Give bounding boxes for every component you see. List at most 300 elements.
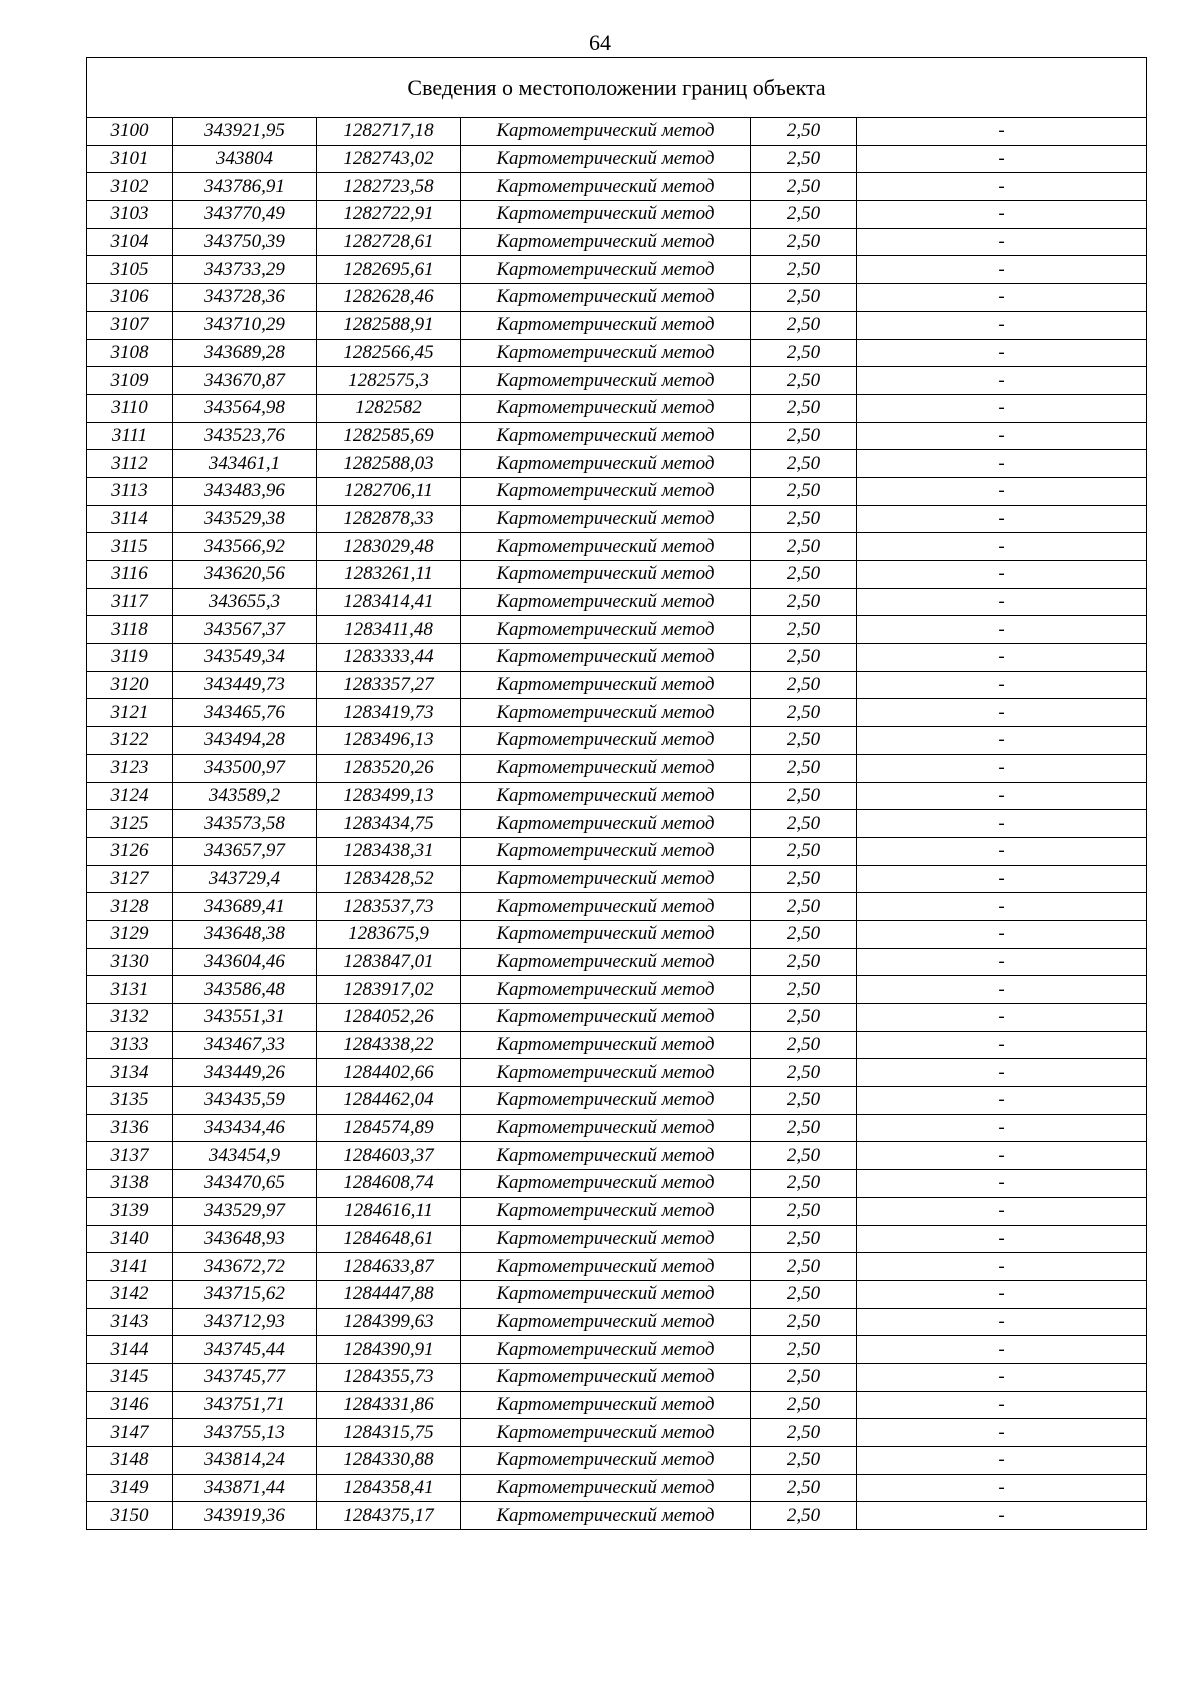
table-row [87,865,1147,893]
accuracy-cell: 2,50 [751,1225,857,1253]
table-title: Сведения о местоположении границ объекта [87,58,1147,118]
y-coordinate-cell: 1283520,26 [317,754,461,782]
accuracy-cell: 2,50 [751,1308,857,1336]
table-row [87,422,1147,450]
table-row [87,616,1147,644]
point-number-cell: 3113 [87,477,173,505]
method-cell: Картометрический метод [461,173,751,201]
method-cell: Картометрический метод [461,671,751,699]
y-coordinate-cell: 1282717,18 [317,118,461,146]
accuracy-cell: 2,50 [751,339,857,367]
x-coordinate-cell: 343551,31 [173,1004,317,1032]
method-cell: Картометрический метод [461,505,751,533]
table-row [87,1474,1147,1502]
description-cell: - [857,561,1147,589]
accuracy-cell: 2,50 [751,1363,857,1391]
point-number-cell: 3103 [87,201,173,229]
table-row [87,533,1147,561]
point-number-cell: 3132 [87,1004,173,1032]
table-row [87,893,1147,921]
x-coordinate-cell: 343573,58 [173,810,317,838]
point-number-cell: 3134 [87,1059,173,1087]
description-cell: - [857,311,1147,339]
point-number-cell: 3108 [87,339,173,367]
table-row [87,671,1147,699]
method-cell: Картометрический метод [461,1280,751,1308]
accuracy-cell: 2,50 [751,976,857,1004]
method-cell: Картометрический метод [461,976,751,1004]
y-coordinate-cell: 1283419,73 [317,699,461,727]
y-coordinate-cell: 1282575,3 [317,367,461,395]
y-coordinate-cell: 1284355,73 [317,1363,461,1391]
description-cell: - [857,477,1147,505]
y-coordinate-cell: 1284330,88 [317,1447,461,1475]
description-cell: - [857,422,1147,450]
method-cell: Картометрический метод [461,1059,751,1087]
y-coordinate-cell: 1283499,13 [317,782,461,810]
point-number-cell: 3112 [87,450,173,478]
point-number-cell: 3150 [87,1502,173,1530]
description-cell: - [857,228,1147,256]
method-cell: Картометрический метод [461,228,751,256]
y-coordinate-cell: 1284633,87 [317,1253,461,1281]
x-coordinate-cell: 343710,29 [173,311,317,339]
x-coordinate-cell: 343921,95 [173,118,317,146]
point-number-cell: 3149 [87,1474,173,1502]
method-cell: Картометрический метод [461,561,751,589]
y-coordinate-cell: 1283411,48 [317,616,461,644]
description-cell: - [857,976,1147,1004]
method-cell: Картометрический метод [461,1308,751,1336]
method-cell: Картометрический метод [461,865,751,893]
description-cell: - [857,533,1147,561]
method-cell: Картометрический метод [461,367,751,395]
accuracy-cell: 2,50 [751,1059,857,1087]
description-cell: - [857,920,1147,948]
accuracy-cell: 2,50 [751,948,857,976]
accuracy-cell: 2,50 [751,1142,857,1170]
point-number-cell: 3106 [87,284,173,312]
table-row [87,394,1147,422]
point-number-cell: 3138 [87,1170,173,1198]
x-coordinate-cell: 343465,76 [173,699,317,727]
point-number-cell: 3117 [87,588,173,616]
y-coordinate-cell: 1282566,45 [317,339,461,367]
point-number-cell: 3104 [87,228,173,256]
description-cell: - [857,1114,1147,1142]
method-cell: Картометрический метод [461,616,751,644]
point-number-cell: 3141 [87,1253,173,1281]
y-coordinate-cell: 1282878,33 [317,505,461,533]
table-row [87,450,1147,478]
point-number-cell: 3142 [87,1280,173,1308]
method-cell: Картометрический метод [461,477,751,505]
y-coordinate-cell: 1283675,9 [317,920,461,948]
point-number-cell: 3111 [87,422,173,450]
x-coordinate-cell: 343729,4 [173,865,317,893]
point-number-cell: 3100 [87,118,173,146]
table-row [87,1253,1147,1281]
y-coordinate-cell: 1284338,22 [317,1031,461,1059]
method-cell: Картометрический метод [461,1197,751,1225]
description-cell: - [857,201,1147,229]
accuracy-cell: 2,50 [751,1004,857,1032]
table-row [87,1087,1147,1115]
method-cell: Картометрический метод [461,1142,751,1170]
page-number: 64 [589,30,611,55]
method-cell: Картометрический метод [461,754,751,782]
x-coordinate-cell: 343657,97 [173,837,317,865]
y-coordinate-cell: 1282743,02 [317,145,461,173]
point-number-cell: 3105 [87,256,173,284]
table-row [87,228,1147,256]
method-cell: Картометрический метод [461,810,751,838]
accuracy-cell: 2,50 [751,644,857,672]
x-coordinate-cell: 343804 [173,145,317,173]
x-coordinate-cell: 343435,59 [173,1087,317,1115]
x-coordinate-cell: 343494,28 [173,727,317,755]
accuracy-cell: 2,50 [751,1253,857,1281]
y-coordinate-cell: 1284358,41 [317,1474,461,1502]
y-coordinate-cell: 1284616,11 [317,1197,461,1225]
x-coordinate-cell: 343648,38 [173,920,317,948]
description-cell: - [857,145,1147,173]
accuracy-cell: 2,50 [751,118,857,146]
x-coordinate-cell: 343770,49 [173,201,317,229]
accuracy-cell: 2,50 [751,477,857,505]
table-row [87,810,1147,838]
x-coordinate-cell: 343745,77 [173,1363,317,1391]
y-coordinate-cell: 1284375,17 [317,1502,461,1530]
method-cell: Картометрический метод [461,1336,751,1364]
accuracy-cell: 2,50 [751,1474,857,1502]
table-row [87,1447,1147,1475]
point-number-cell: 3122 [87,727,173,755]
y-coordinate-cell: 1284402,66 [317,1059,461,1087]
x-coordinate-cell: 343449,26 [173,1059,317,1087]
description-cell: - [857,588,1147,616]
point-number-cell: 3101 [87,145,173,173]
accuracy-cell: 2,50 [751,1391,857,1419]
description-cell: - [857,1253,1147,1281]
x-coordinate-cell: 343786,91 [173,173,317,201]
y-coordinate-cell: 1283917,02 [317,976,461,1004]
x-coordinate-cell: 343750,39 [173,228,317,256]
x-coordinate-cell: 343523,76 [173,422,317,450]
y-coordinate-cell: 1282706,11 [317,477,461,505]
method-cell: Картометрический метод [461,1114,751,1142]
accuracy-cell: 2,50 [751,1114,857,1142]
accuracy-cell: 2,50 [751,311,857,339]
x-coordinate-cell: 343620,56 [173,561,317,589]
table-row [87,561,1147,589]
y-coordinate-cell: 1283428,52 [317,865,461,893]
point-number-cell: 3133 [87,1031,173,1059]
table-row [87,782,1147,810]
y-coordinate-cell: 1283434,75 [317,810,461,838]
table-row [87,920,1147,948]
description-cell: - [857,1170,1147,1198]
x-coordinate-cell: 343919,36 [173,1502,317,1530]
point-number-cell: 3129 [87,920,173,948]
method-cell: Картометрический метод [461,1419,751,1447]
table-title-row [87,58,1147,118]
x-coordinate-cell: 343745,44 [173,1336,317,1364]
point-number-cell: 3148 [87,1447,173,1475]
y-coordinate-cell: 1282728,61 [317,228,461,256]
x-coordinate-cell: 343689,41 [173,893,317,921]
table-row [87,1142,1147,1170]
description-cell: - [857,450,1147,478]
method-cell: Картометрический метод [461,1391,751,1419]
table-row [87,727,1147,755]
description-cell: - [857,1308,1147,1336]
method-cell: Картометрический метод [461,1170,751,1198]
table-row [87,505,1147,533]
table-row [87,1059,1147,1087]
accuracy-cell: 2,50 [751,699,857,727]
description-cell: - [857,699,1147,727]
point-number-cell: 3128 [87,893,173,921]
method-cell: Картометрический метод [461,256,751,284]
method-cell: Картометрический метод [461,1087,751,1115]
accuracy-cell: 2,50 [751,394,857,422]
x-coordinate-cell: 343672,72 [173,1253,317,1281]
boundary-coordinates-table [86,57,1147,1530]
x-coordinate-cell: 343728,36 [173,284,317,312]
y-coordinate-cell: 1282582 [317,394,461,422]
description-cell: - [857,505,1147,533]
accuracy-cell: 2,50 [751,1280,857,1308]
y-coordinate-cell: 1284648,61 [317,1225,461,1253]
method-cell: Картометрический метод [461,1363,751,1391]
y-coordinate-cell: 1282628,46 [317,284,461,312]
x-coordinate-cell: 343567,37 [173,616,317,644]
y-coordinate-cell: 1284331,86 [317,1391,461,1419]
x-coordinate-cell: 343871,44 [173,1474,317,1502]
x-coordinate-cell: 343712,93 [173,1308,317,1336]
y-coordinate-cell: 1284390,91 [317,1336,461,1364]
x-coordinate-cell: 343715,62 [173,1280,317,1308]
table-row [87,173,1147,201]
x-coordinate-cell: 343467,33 [173,1031,317,1059]
point-number-cell: 3131 [87,976,173,1004]
point-number-cell: 3146 [87,1391,173,1419]
accuracy-cell: 2,50 [751,754,857,782]
description-cell: - [857,782,1147,810]
accuracy-cell: 2,50 [751,422,857,450]
table-row [87,1197,1147,1225]
point-number-cell: 3109 [87,367,173,395]
x-coordinate-cell: 343483,96 [173,477,317,505]
table-row [87,1170,1147,1198]
accuracy-cell: 2,50 [751,228,857,256]
method-cell: Картометрический метод [461,837,751,865]
description-cell: - [857,1474,1147,1502]
method-cell: Картометрический метод [461,339,751,367]
x-coordinate-cell: 343689,28 [173,339,317,367]
y-coordinate-cell: 1283496,13 [317,727,461,755]
table-row [87,311,1147,339]
description-cell: - [857,1225,1147,1253]
y-coordinate-cell: 1284603,37 [317,1142,461,1170]
x-coordinate-cell: 343604,46 [173,948,317,976]
point-number-cell: 3145 [87,1363,173,1391]
method-cell: Картометрический метод [461,422,751,450]
description-cell: - [857,367,1147,395]
point-number-cell: 3119 [87,644,173,672]
accuracy-cell: 2,50 [751,533,857,561]
point-number-cell: 3137 [87,1142,173,1170]
description-cell: - [857,256,1147,284]
y-coordinate-cell: 1283261,11 [317,561,461,589]
table-row [87,1004,1147,1032]
point-number-cell: 3144 [87,1336,173,1364]
description-cell: - [857,1059,1147,1087]
y-coordinate-cell: 1284462,04 [317,1087,461,1115]
y-coordinate-cell: 1284447,88 [317,1280,461,1308]
table-row [87,1502,1147,1530]
x-coordinate-cell: 343655,3 [173,588,317,616]
x-coordinate-cell: 343566,92 [173,533,317,561]
accuracy-cell: 2,50 [751,1170,857,1198]
x-coordinate-cell: 343586,48 [173,976,317,1004]
description-cell: - [857,948,1147,976]
method-cell: Картометрический метод [461,1253,751,1281]
description-cell: - [857,173,1147,201]
x-coordinate-cell: 343461,1 [173,450,317,478]
point-number-cell: 3118 [87,616,173,644]
x-coordinate-cell: 343500,97 [173,754,317,782]
point-number-cell: 3116 [87,561,173,589]
accuracy-cell: 2,50 [751,145,857,173]
table-row [87,256,1147,284]
accuracy-cell: 2,50 [751,837,857,865]
point-number-cell: 3143 [87,1308,173,1336]
y-coordinate-cell: 1284574,89 [317,1114,461,1142]
description-cell: - [857,1280,1147,1308]
accuracy-cell: 2,50 [751,782,857,810]
point-number-cell: 3115 [87,533,173,561]
method-cell: Картометрический метод [461,1474,751,1502]
point-number-cell: 3120 [87,671,173,699]
table-row [87,837,1147,865]
x-coordinate-cell: 343529,38 [173,505,317,533]
method-cell: Картометрический метод [461,1447,751,1475]
accuracy-cell: 2,50 [751,450,857,478]
accuracy-cell: 2,50 [751,1447,857,1475]
x-coordinate-cell: 343454,9 [173,1142,317,1170]
description-cell: - [857,1391,1147,1419]
table-row [87,1391,1147,1419]
method-cell: Картометрический метод [461,311,751,339]
point-number-cell: 3130 [87,948,173,976]
x-coordinate-cell: 343529,97 [173,1197,317,1225]
y-coordinate-cell: 1284399,63 [317,1308,461,1336]
table-row [87,339,1147,367]
x-coordinate-cell: 343564,98 [173,394,317,422]
point-number-cell: 3127 [87,865,173,893]
y-coordinate-cell: 1282722,91 [317,201,461,229]
accuracy-cell: 2,50 [751,588,857,616]
method-cell: Картометрический метод [461,920,751,948]
description-cell: - [857,754,1147,782]
y-coordinate-cell: 1282723,58 [317,173,461,201]
description-cell: - [857,727,1147,755]
x-coordinate-cell: 343733,29 [173,256,317,284]
method-cell: Картометрический метод [461,1502,751,1530]
accuracy-cell: 2,50 [751,893,857,921]
accuracy-cell: 2,50 [751,865,857,893]
point-number-cell: 3136 [87,1114,173,1142]
accuracy-cell: 2,50 [751,616,857,644]
table-row [87,1114,1147,1142]
x-coordinate-cell: 343648,93 [173,1225,317,1253]
description-cell: - [857,1336,1147,1364]
y-coordinate-cell: 1283438,31 [317,837,461,865]
y-coordinate-cell: 1283029,48 [317,533,461,561]
method-cell: Картометрический метод [461,782,751,810]
table-body [87,118,1147,1530]
description-cell: - [857,893,1147,921]
table-row [87,145,1147,173]
description-cell: - [857,1447,1147,1475]
accuracy-cell: 2,50 [751,1087,857,1115]
table-row [87,367,1147,395]
x-coordinate-cell: 343549,34 [173,644,317,672]
method-cell: Картометрический метод [461,533,751,561]
point-number-cell: 3107 [87,311,173,339]
table-row [87,1280,1147,1308]
accuracy-cell: 2,50 [751,284,857,312]
description-cell: - [857,339,1147,367]
description-cell: - [857,1197,1147,1225]
accuracy-cell: 2,50 [751,727,857,755]
description-cell: - [857,1004,1147,1032]
method-cell: Картометрический метод [461,394,751,422]
method-cell: Картометрический метод [461,699,751,727]
point-number-cell: 3124 [87,782,173,810]
description-cell: - [857,1031,1147,1059]
y-coordinate-cell: 1283537,73 [317,893,461,921]
x-coordinate-cell: 343449,73 [173,671,317,699]
description-cell: - [857,1142,1147,1170]
y-coordinate-cell: 1282585,69 [317,422,461,450]
description-cell: - [857,284,1147,312]
method-cell: Картометрический метод [461,588,751,616]
accuracy-cell: 2,50 [751,1502,857,1530]
table-row [87,1225,1147,1253]
accuracy-cell: 2,50 [751,201,857,229]
accuracy-cell: 2,50 [751,1336,857,1364]
accuracy-cell: 2,50 [751,173,857,201]
description-cell: - [857,1419,1147,1447]
description-cell: - [857,810,1147,838]
description-cell: - [857,394,1147,422]
x-coordinate-cell: 343755,13 [173,1419,317,1447]
table-row [87,976,1147,1004]
table-row [87,754,1147,782]
accuracy-cell: 2,50 [751,1031,857,1059]
y-coordinate-cell: 1283847,01 [317,948,461,976]
accuracy-cell: 2,50 [751,256,857,284]
method-cell: Картометрический метод [461,1004,751,1032]
table-row [87,1031,1147,1059]
method-cell: Картометрический метод [461,118,751,146]
method-cell: Картометрический метод [461,727,751,755]
method-cell: Картометрический метод [461,284,751,312]
description-cell: - [857,1363,1147,1391]
